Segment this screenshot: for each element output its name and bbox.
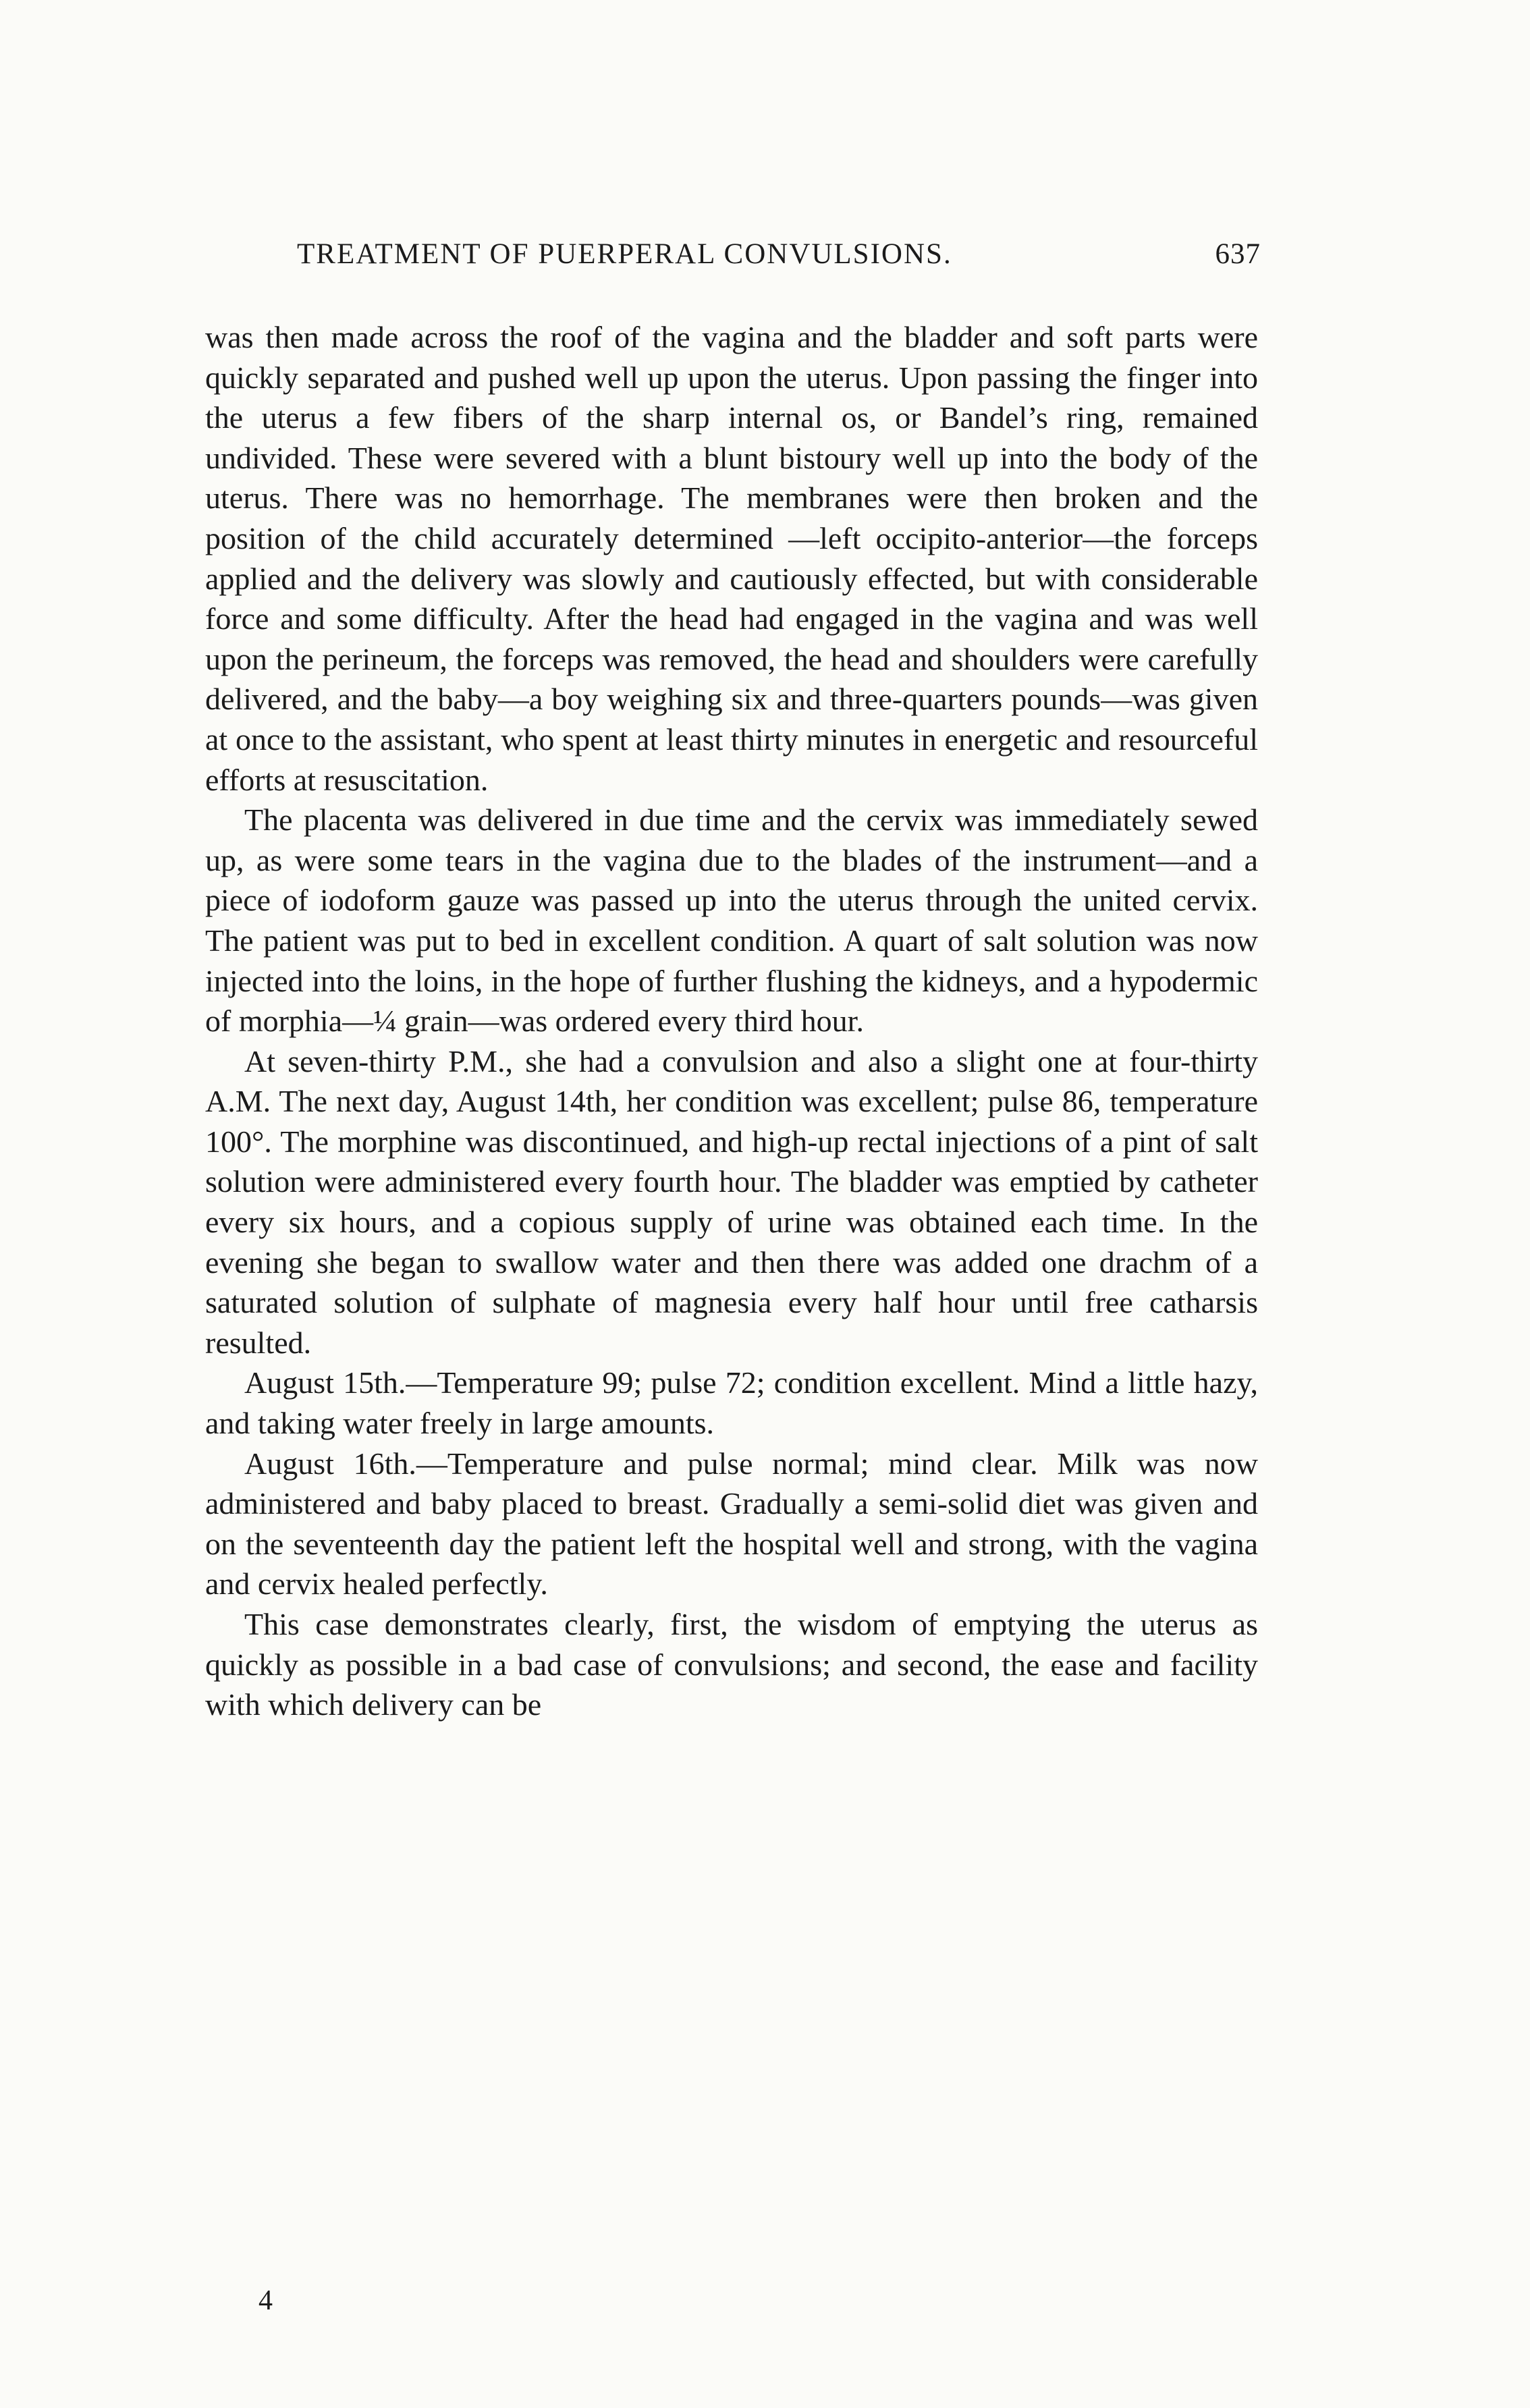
running-title: TREATMENT OF PUERPERAL CONVULSIONS. (297, 238, 952, 270)
running-head (297, 238, 1261, 278)
body-text (205, 317, 1258, 1725)
paragraph-seven-thirty: At seven-thirty P.M., she had a convulsion and also a slight one at four-thirty A.M. The next day, August 14th, her condition was excellent; pulse 86, temperature 100°. The morphine was discontinued, and high-up rectal injections of a pint of salt solution were administered every fourth hour. The bladder was emptied by catheter every six hours, and a copious supply of urine was obtained each time. In the evening she began to swallow water and then there was added one drachm of a saturated solution of sulphate of magnesia every half hour until free catharsis resulted. (205, 1043, 1258, 1360)
paragraph-conclusion: This case demonstrates clearly, first, the wisdom of emptying the uterus as quickly as possible in a bad case of convulsions; and second, the ease and facility with which delivery can be (205, 1607, 1258, 1722)
paragraph-continued: was then made across the roof of the vagina and the bladder and soft parts were quickly separated and pushed well up upon the uterus. Upon passing the finger into the uterus a few fibers of the sharp internal os, or Bandel’s ring, remained undivided. These were severed with a blunt bistoury well up into the body of the uterus. There was no hemorrhage. The membranes were then broken and the position of the child accurately determined —left occipito-anterior—the forceps applied and the delivery was slowly and cautiously effected, but with considerable force and some difficulty. After the head had engaged in the vagina and was well upon the perineum, the forceps was removed, the head and shoulders were carefully delivered, and the baby—a boy weighing six and three-quarters pounds—was given at once to the assistant, who spent at least thirty minutes in energetic and resourceful efforts at resuscitation. (205, 320, 1258, 797)
paragraph-august-15: August 15th.—Temperature 99; pulse 72; condition excellent. Mind a little hazy, and taking water freely in large amounts. (205, 1365, 1258, 1441)
paragraph-august-16: August 16th.—Temperature and pulse normal; mind clear. Milk was now administered and baby placed to breast. Gradually a semi-solid diet was given and on the seventeenth day the patient left the hospital well and strong, with the vagina and cervix healed perfectly. (205, 1446, 1258, 1602)
paragraph-placenta: The placenta was delivered in due time and the cervix was immediately sewed up, as were some tears in the vagina due to the blades of the instrument—and a piece of iodoform gauze was passed up into the uterus through the united cervix. The patient was put to bed in excellent condition. A quart of salt solution was now injected into the loins, in the hope of further flushing the kidneys, and a hypodermic of morphia—¼ grain—was ordered every third hour. (205, 802, 1258, 1039)
signature-mark: 4 (258, 2285, 273, 2316)
page-number: 637 (1215, 238, 1261, 270)
